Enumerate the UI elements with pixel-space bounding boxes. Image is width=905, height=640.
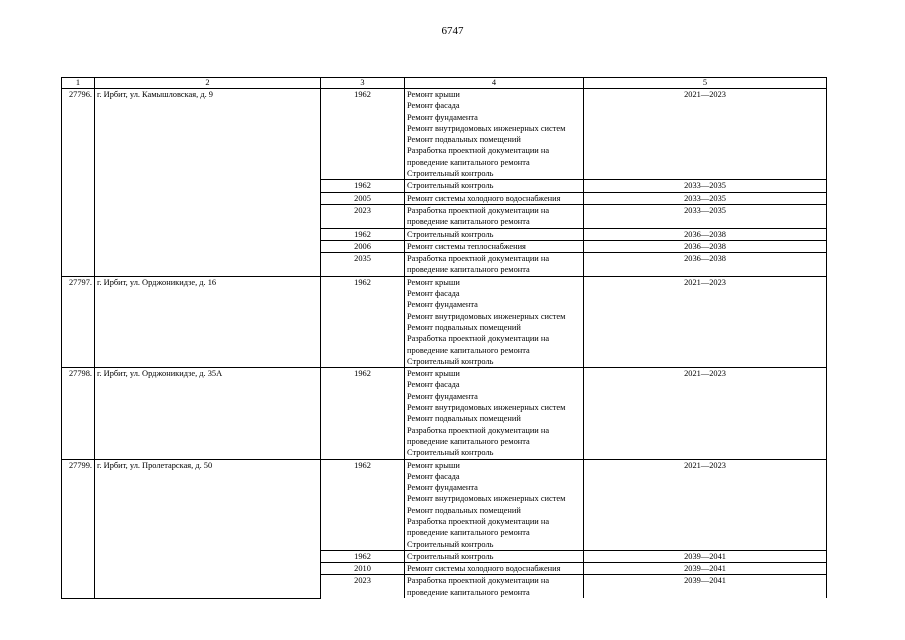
work-list [405, 563, 584, 575]
column-header: 3 [321, 78, 405, 89]
entry-address: г. Ирбит, ул. Камышловская, д. 9 [95, 89, 321, 277]
work-item: Разработка проектной документации на [407, 205, 550, 215]
repair-period: 2033—2035 [584, 192, 827, 204]
repair-period: 2021—2023 [584, 276, 827, 367]
repair-period: 2021—2023 [584, 89, 827, 180]
work-item: Ремонт подвальных помещений [407, 135, 521, 145]
work-item: Ремонт системы холодного водоснабжения [407, 564, 561, 574]
work-item: Строительный контроль [407, 356, 494, 366]
work-item: Строительный контроль [407, 551, 494, 561]
work-list [405, 89, 584, 180]
work-item: Ремонт фундамента [407, 391, 478, 401]
repair-period: 2036—2038 [584, 228, 827, 240]
work-item: Ремонт подвальных помещений [407, 322, 521, 332]
repair-period: 2039—2041 [584, 563, 827, 575]
column-header: 5 [584, 78, 827, 89]
work-item: Ремонт внутридомовых инженерных систем [407, 123, 566, 133]
work-item: проведение капитального ремонта [407, 265, 530, 275]
commission-year: 2035 [321, 253, 405, 277]
work-item: Ремонт крыши [407, 90, 460, 99]
work-list [405, 368, 584, 459]
commission-year: 1962 [321, 228, 405, 240]
work-list [405, 253, 584, 277]
work-item: Разработка проектной документации на [407, 425, 550, 435]
work-list [405, 204, 584, 228]
work-item: проведение капитального ремонта [407, 217, 530, 227]
repair-period: 2021—2023 [584, 459, 827, 550]
repair-period: 2036—2038 [584, 253, 827, 277]
work-item: Ремонт крыши [407, 460, 460, 470]
commission-year: 2005 [321, 192, 405, 204]
commission-year: 1962 [321, 276, 405, 367]
work-item: проведение капитального ремонта [407, 587, 530, 597]
repair-period: 2039—2041 [584, 550, 827, 562]
work-item: Строительный контроль [407, 229, 494, 239]
work-list [405, 180, 584, 192]
table-row [62, 276, 827, 367]
work-item: Разработка проектной документации на [407, 146, 550, 156]
work-item: Ремонт внутридомовых инженерных систем [407, 311, 566, 321]
work-item: Ремонт внутридомовых инженерных систем [407, 403, 566, 413]
repair-period: 2036—2038 [584, 240, 827, 252]
work-item: Ремонт фундамента [407, 300, 478, 310]
repair-period: 2021—2023 [584, 368, 827, 459]
commission-year: 2006 [321, 240, 405, 252]
entry-address: г. Ирбит, ул. Орджоникидзе, д. 16 [95, 276, 321, 367]
work-item: Разработка проектной документации на [407, 576, 550, 586]
table-header-row [62, 78, 827, 89]
work-item: Ремонт системы холодного водоснабжения [407, 193, 561, 203]
work-item: Ремонт фундамента [407, 112, 478, 122]
work-item: Строительный контроль [407, 539, 494, 549]
entry-address: г. Ирбит, ул. Орджоникидзе, д. 35А [95, 368, 321, 459]
work-list [405, 192, 584, 204]
commission-year: 1962 [321, 180, 405, 192]
repair-period: 2033—2035 [584, 204, 827, 228]
work-list [405, 276, 584, 367]
work-list [405, 575, 584, 598]
entry-address: г. Ирбит, ул. Пролетарская, д. 50 [95, 459, 321, 598]
work-list [405, 550, 584, 562]
work-item: Ремонт фасада [407, 380, 460, 390]
entry-number: 27797. [62, 276, 95, 367]
work-item: проведение капитального ремонта [407, 436, 530, 446]
work-list [405, 228, 584, 240]
capital-repair-table [61, 77, 827, 599]
commission-year: 2023 [321, 204, 405, 228]
table-row [62, 459, 827, 550]
work-item: Ремонт фасада [407, 101, 460, 111]
table-row [62, 89, 827, 180]
work-item: Ремонт внутридомовых инженерных систем [407, 494, 566, 504]
work-item: Ремонт крыши [407, 369, 460, 379]
column-header: 1 [62, 78, 95, 89]
repair-period: 2039—2041 [584, 575, 827, 598]
commission-year: 1962 [321, 550, 405, 562]
column-header: 4 [405, 78, 584, 89]
work-item: Ремонт подвальных помещений [407, 414, 521, 424]
table-row [62, 368, 827, 459]
work-item: проведение капитального ремонта [407, 157, 530, 167]
work-list [405, 459, 584, 550]
commission-year: 1962 [321, 89, 405, 180]
work-item: Ремонт крыши [407, 277, 460, 287]
work-item: Ремонт фасада [407, 471, 460, 481]
work-item: Ремонт системы теплоснабжения [407, 241, 526, 251]
work-item: Ремонт фасада [407, 289, 460, 299]
entry-number: 27799. [62, 459, 95, 598]
work-item: Разработка проектной документации на [407, 334, 550, 344]
entry-number: 27798. [62, 368, 95, 459]
work-item: Ремонт фундамента [407, 483, 478, 493]
commission-year: 2023 [321, 575, 405, 598]
work-item: проведение капитального ремонта [407, 528, 530, 538]
page-number: 6747 [441, 25, 464, 37]
work-item: Ремонт подвальных помещений [407, 505, 521, 515]
commission-year: 2010 [321, 563, 405, 575]
work-list [405, 240, 584, 252]
commission-year: 1962 [321, 368, 405, 459]
repair-period: 2033—2035 [584, 180, 827, 192]
column-header: 2 [95, 78, 321, 89]
work-item: Разработка проектной документации на [407, 516, 550, 526]
commission-year: 1962 [321, 459, 405, 550]
work-item: проведение капитального ремонта [407, 345, 530, 355]
entry-number: 27796. [62, 89, 95, 277]
work-item: Строительный контроль [407, 448, 494, 458]
work-item: Строительный контроль [407, 169, 494, 179]
work-item: Разработка проектной документации на [407, 254, 550, 264]
work-item: Строительный контроль [407, 181, 494, 191]
